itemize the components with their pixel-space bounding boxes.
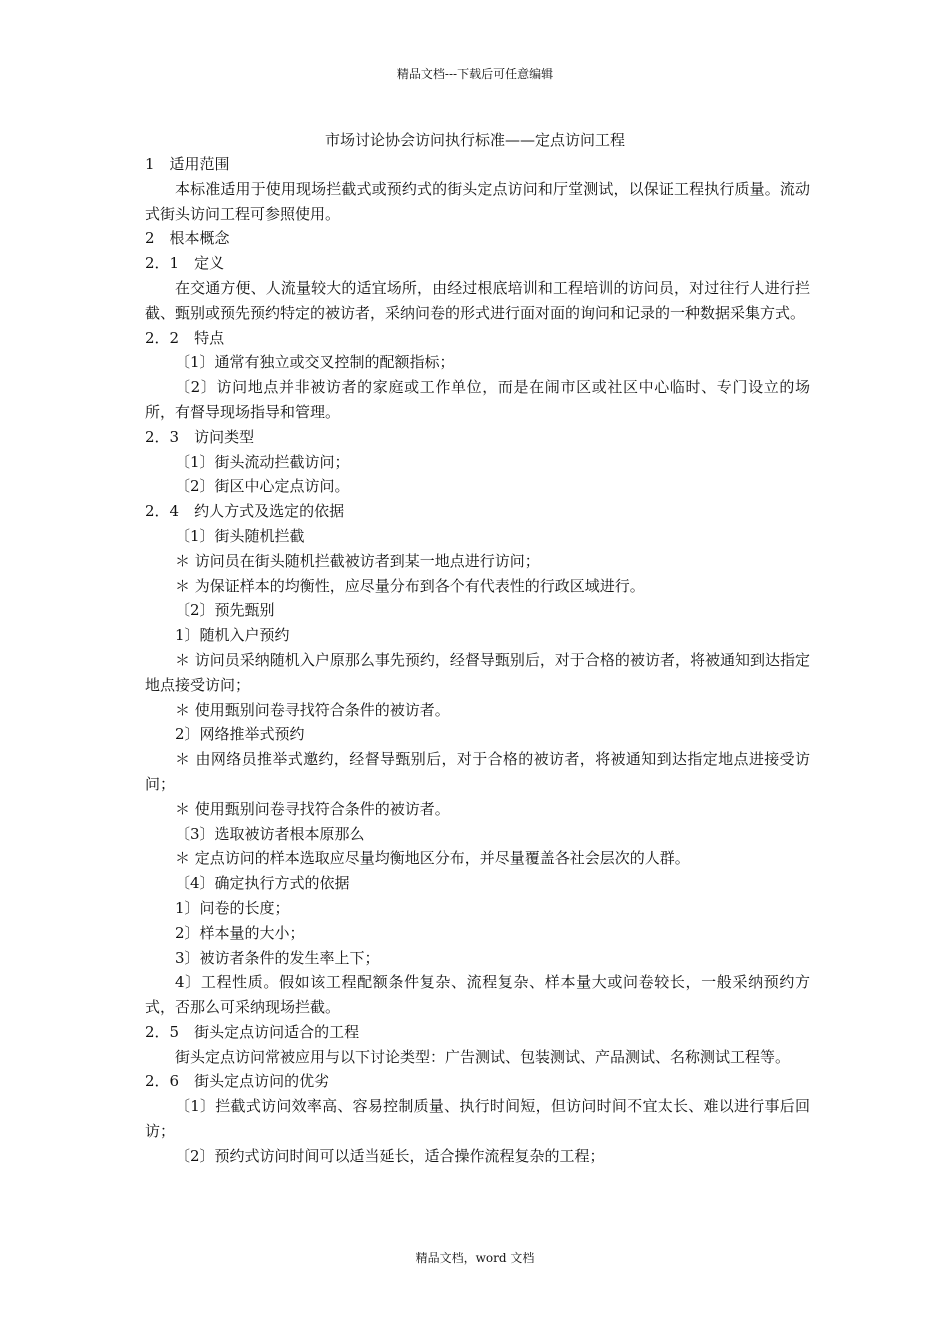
- list-item: 〔3〕选取被访者根本原那么: [175, 824, 365, 843]
- list-item: 1〕随机入户预约: [175, 626, 290, 645]
- page-header: 精品文档---下载后可任意编辑: [396, 67, 554, 81]
- subsection-heading: 2．1 定义: [145, 254, 225, 273]
- list-item: 〔2〕预先甄别: [175, 601, 275, 620]
- subsection-heading: 2．4 约人方式及选定的依据: [145, 502, 345, 521]
- list-item: 〔2〕街区中心定点访问。: [175, 477, 350, 496]
- bullet-item: ＊ 使用甄别问卷寻找符合条件的被访者。: [175, 799, 450, 818]
- section-heading: 2 根本概念: [145, 229, 230, 248]
- body-paragraph: 本标准适用于使用现场拦截式或预约式的街头定点访问和厅堂测试，以保证工程执行质量。流动式街头访问工程可参照使用。: [145, 179, 810, 223]
- list-item: 〔2〕访问地点并非被访者的家庭或工作单位，而是在闹市区或社区中心临时、专门设立的场所，有督导现场指导和管理。: [145, 378, 810, 421]
- list-item: 1〕问卷的长度；: [175, 898, 290, 917]
- bullet-item: ＊ 定点访问的样本选取应尽量均衡地区分布，并尽量覆盖各社会层次的人群。: [175, 849, 690, 868]
- list-item: 2〕样本量的大小；: [175, 923, 305, 942]
- list-item: 〔2〕预约式访问时间可以适当延长，适合操作流程复杂的工程；: [175, 1146, 605, 1165]
- list-item: 2〕网络推举式预约: [175, 725, 305, 744]
- section-heading: 1 适用范围: [145, 155, 230, 173]
- list-item: 〔1〕街头流动拦截访问；: [175, 452, 350, 471]
- list-item: 〔1〕街头随机拦截: [175, 526, 305, 545]
- subsection-heading: 2．6 街头定点访问的优劣: [145, 1072, 330, 1091]
- bullet-item: ＊ 由网络员推举式邀约，经督导甄别后，对于合格的被访者，将被通知到达指定地点进接受访问；: [145, 750, 810, 793]
- list-item: 〔1〕拦截式访问效率高、容易控制质量、执行时间短，但访问时间不宜太长、难以进行事后回访；: [145, 1097, 810, 1141]
- bullet-item: ＊ 使用甄别问卷寻找符合条件的被访者。: [175, 700, 450, 719]
- bullet-item: ＊ 访问员在街头随机拦截被访者到某一地点进行访问；: [175, 551, 540, 570]
- body-paragraph: 街头定点访问常被应用与以下讨论类型：广告测试、包装测试、产品测试、名称测试工程等。: [175, 1047, 791, 1066]
- bullet-item: ＊ 为保证样本的均衡性，应尽量分布到各个有代表性的行政区域进行。: [175, 576, 645, 595]
- document-body: [145, 152, 810, 1169]
- subsection-heading: 2．2 特点: [145, 328, 225, 347]
- list-item: 〔4〕确定执行方式的依据: [175, 874, 350, 893]
- list-item: 〔1〕通常有独立或交叉控制的配额指标；: [175, 353, 455, 372]
- list-item: 4〕工程性质。假如该工程配额条件复杂、流程复杂、样本量大或问卷较长，一般采纳预约方式，否那么可采纳现场拦截。: [145, 973, 810, 1017]
- subsection-heading: 2．3 访问类型: [145, 427, 255, 446]
- subsection-heading: 2．5 街头定点访问适合的工程: [145, 1022, 360, 1041]
- bullet-item: ＊ 访问员采纳随机入户原那么事先预约，经督导甄别后，对于合格的被访者，将被通知到达指定地点接受访问；: [145, 650, 810, 694]
- page-footer: 精品文档，word 文档: [415, 1251, 535, 1265]
- document-title: 市场讨论协会访问执行标准——定点访问工程: [324, 131, 625, 149]
- list-item: 3〕被访者条件的发生率上下；: [175, 948, 380, 967]
- body-paragraph: 在交通方便、人流量较大的适宜场所，由经过根底培训和工程培训的访问员，对过往行人进行拦截、甄别或预先预约特定的被访者，采纳问卷的形式进行面对面的询问和记录的一种数据采集方式。: [145, 278, 810, 322]
